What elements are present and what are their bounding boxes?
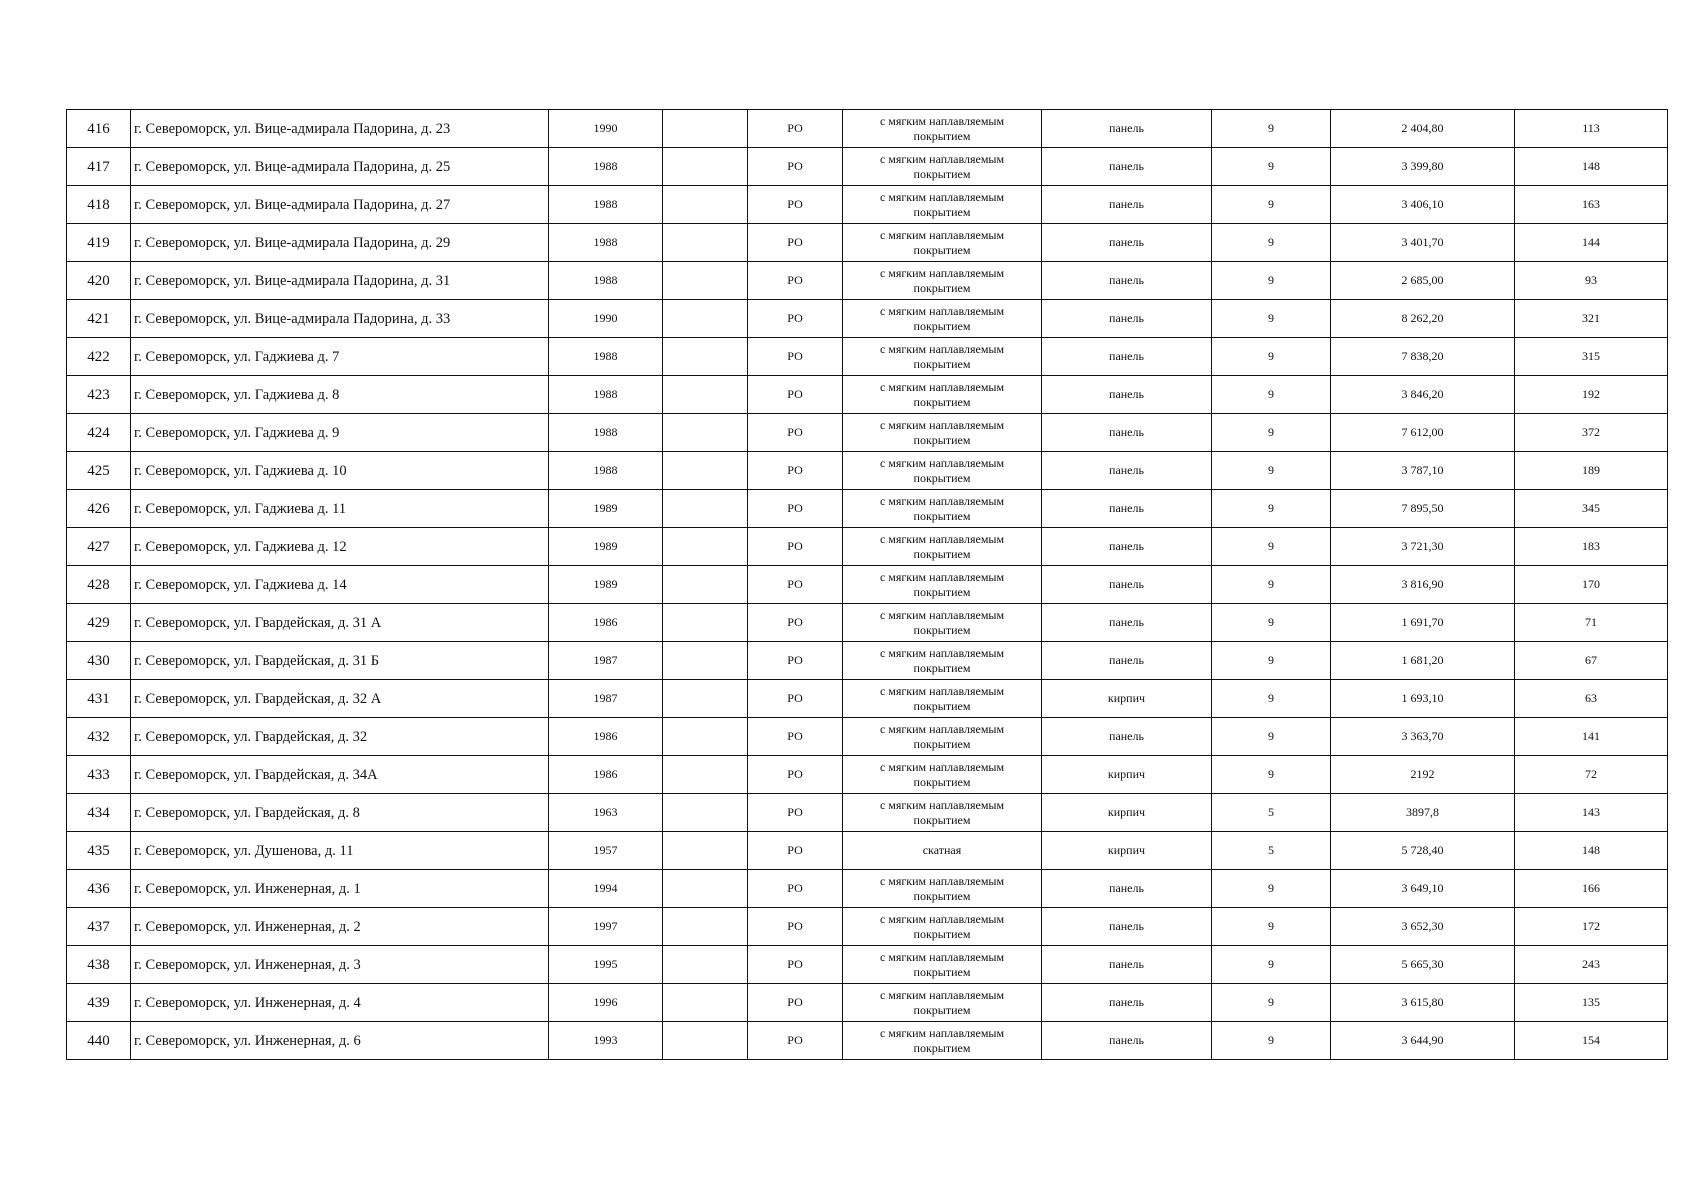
- cell-residents: 315: [1515, 338, 1668, 376]
- cell-floors: 9: [1212, 908, 1331, 946]
- cell-residents: 321: [1515, 300, 1668, 338]
- cell-fund-type: РО: [748, 984, 843, 1022]
- table-row: [67, 870, 1668, 908]
- cell-row-number: 422: [67, 338, 131, 376]
- cell-total-area: 7 838,20: [1331, 338, 1515, 376]
- cell-row-number: 425: [67, 452, 131, 490]
- cell-wall-material: панель: [1042, 148, 1212, 186]
- cell-wall-material: панель: [1042, 984, 1212, 1022]
- table-row: [67, 376, 1668, 414]
- cell-empty-column: [663, 452, 748, 490]
- cell-residents: 172: [1515, 908, 1668, 946]
- cell-address: г. Североморск, ул. Гвардейская, д. 31 А: [131, 604, 549, 642]
- table-row: [67, 604, 1668, 642]
- cell-empty-column: [663, 870, 748, 908]
- table-row: [67, 490, 1668, 528]
- cell-total-area: 3 652,30: [1331, 908, 1515, 946]
- cell-year-built: 1987: [549, 680, 663, 718]
- cell-empty-column: [663, 376, 748, 414]
- cell-floors: 9: [1212, 604, 1331, 642]
- table-body: [67, 110, 1668, 1060]
- table-row: [67, 680, 1668, 718]
- cell-roof-type: скатная: [843, 832, 1042, 870]
- cell-total-area: 3 649,10: [1331, 870, 1515, 908]
- table-row: [67, 756, 1668, 794]
- cell-fund-type: РО: [748, 870, 843, 908]
- cell-roof-type: с мягким наплавляемым покрытием: [843, 1022, 1042, 1060]
- cell-floors: 9: [1212, 262, 1331, 300]
- cell-row-number: 433: [67, 756, 131, 794]
- cell-total-area: 3 846,20: [1331, 376, 1515, 414]
- table-row: [67, 186, 1668, 224]
- cell-address: г. Североморск, ул. Гвардейская, д. 8: [131, 794, 549, 832]
- table-row: [67, 908, 1668, 946]
- cell-fund-type: РО: [748, 1022, 843, 1060]
- cell-year-built: 1963: [549, 794, 663, 832]
- cell-wall-material: кирпич: [1042, 832, 1212, 870]
- cell-empty-column: [663, 1022, 748, 1060]
- cell-year-built: 1988: [549, 452, 663, 490]
- cell-total-area: 5 665,30: [1331, 946, 1515, 984]
- cell-roof-type: с мягким наплавляемым покрытием: [843, 414, 1042, 452]
- cell-residents: 163: [1515, 186, 1668, 224]
- cell-residents: 71: [1515, 604, 1668, 642]
- cell-roof-type: с мягким наплавляемым покрытием: [843, 110, 1042, 148]
- cell-floors: 9: [1212, 186, 1331, 224]
- cell-roof-type: с мягким наплавляемым покрытием: [843, 642, 1042, 680]
- cell-roof-type: с мягким наплавляемым покрытием: [843, 870, 1042, 908]
- cell-address: г. Североморск, ул. Инженерная, д. 1: [131, 870, 549, 908]
- cell-address: г. Североморск, ул. Вице-адмирала Падорина, д. 27: [131, 186, 549, 224]
- cell-empty-column: [663, 490, 748, 528]
- cell-fund-type: РО: [748, 490, 843, 528]
- cell-fund-type: РО: [748, 946, 843, 984]
- cell-wall-material: панель: [1042, 946, 1212, 984]
- cell-roof-type: с мягким наплавляемым покрытием: [843, 376, 1042, 414]
- cell-row-number: 434: [67, 794, 131, 832]
- cell-row-number: 426: [67, 490, 131, 528]
- cell-floors: 9: [1212, 984, 1331, 1022]
- table-row: [67, 1022, 1668, 1060]
- cell-residents: 192: [1515, 376, 1668, 414]
- cell-total-area: 3 644,90: [1331, 1022, 1515, 1060]
- cell-floors: 9: [1212, 490, 1331, 528]
- cell-fund-type: РО: [748, 794, 843, 832]
- cell-year-built: 1996: [549, 984, 663, 1022]
- cell-residents: 72: [1515, 756, 1668, 794]
- cell-total-area: 3 363,70: [1331, 718, 1515, 756]
- cell-address: г. Североморск, ул. Гвардейская, д. 32 А: [131, 680, 549, 718]
- cell-year-built: 1988: [549, 186, 663, 224]
- cell-roof-type: с мягким наплавляемым покрытием: [843, 528, 1042, 566]
- cell-fund-type: РО: [748, 186, 843, 224]
- cell-row-number: 421: [67, 300, 131, 338]
- table-row: [67, 642, 1668, 680]
- cell-total-area: 3 615,80: [1331, 984, 1515, 1022]
- cell-total-area: 1 693,10: [1331, 680, 1515, 718]
- cell-row-number: 417: [67, 148, 131, 186]
- cell-row-number: 432: [67, 718, 131, 756]
- cell-roof-type: с мягким наплавляемым покрытием: [843, 680, 1042, 718]
- cell-fund-type: РО: [748, 414, 843, 452]
- cell-residents: 372: [1515, 414, 1668, 452]
- cell-residents: 148: [1515, 832, 1668, 870]
- cell-year-built: 1989: [549, 528, 663, 566]
- cell-fund-type: РО: [748, 908, 843, 946]
- cell-row-number: 416: [67, 110, 131, 148]
- cell-year-built: 1988: [549, 262, 663, 300]
- cell-roof-type: с мягким наплавляемым покрытием: [843, 756, 1042, 794]
- cell-floors: 9: [1212, 224, 1331, 262]
- table-row: [67, 262, 1668, 300]
- cell-address: г. Североморск, ул. Душенова, д. 11: [131, 832, 549, 870]
- cell-roof-type: с мягким наплавляемым покрытием: [843, 452, 1042, 490]
- cell-year-built: 1957: [549, 832, 663, 870]
- cell-floors: 9: [1212, 756, 1331, 794]
- cell-row-number: 439: [67, 984, 131, 1022]
- cell-fund-type: РО: [748, 452, 843, 490]
- cell-address: г. Североморск, ул. Вице-адмирала Падорина, д. 23: [131, 110, 549, 148]
- cell-residents: 113: [1515, 110, 1668, 148]
- cell-address: г. Североморск, ул. Гаджиева д. 7: [131, 338, 549, 376]
- table-row: [67, 452, 1668, 490]
- cell-floors: 5: [1212, 794, 1331, 832]
- cell-wall-material: панель: [1042, 224, 1212, 262]
- cell-roof-type: с мягким наплавляемым покрытием: [843, 186, 1042, 224]
- cell-fund-type: РО: [748, 376, 843, 414]
- cell-empty-column: [663, 300, 748, 338]
- cell-total-area: 3 401,70: [1331, 224, 1515, 262]
- cell-residents: 148: [1515, 148, 1668, 186]
- cell-residents: 143: [1515, 794, 1668, 832]
- cell-wall-material: панель: [1042, 186, 1212, 224]
- cell-empty-column: [663, 946, 748, 984]
- cell-floors: 9: [1212, 718, 1331, 756]
- cell-empty-column: [663, 528, 748, 566]
- cell-floors: 9: [1212, 1022, 1331, 1060]
- cell-wall-material: панель: [1042, 870, 1212, 908]
- cell-fund-type: РО: [748, 680, 843, 718]
- cell-roof-type: с мягким наплавляемым покрытием: [843, 794, 1042, 832]
- housing-registry-table: [66, 109, 1668, 1060]
- cell-year-built: 1995: [549, 946, 663, 984]
- cell-wall-material: панель: [1042, 376, 1212, 414]
- cell-year-built: 1989: [549, 566, 663, 604]
- cell-floors: 9: [1212, 870, 1331, 908]
- cell-row-number: 420: [67, 262, 131, 300]
- cell-roof-type: с мягким наплавляемым покрытием: [843, 262, 1042, 300]
- cell-row-number: 440: [67, 1022, 131, 1060]
- cell-year-built: 1988: [549, 338, 663, 376]
- table-row: [67, 110, 1668, 148]
- table-row: [67, 224, 1668, 262]
- cell-floors: 9: [1212, 680, 1331, 718]
- cell-year-built: 1994: [549, 870, 663, 908]
- cell-fund-type: РО: [748, 604, 843, 642]
- cell-year-built: 1990: [549, 300, 663, 338]
- cell-wall-material: панель: [1042, 110, 1212, 148]
- cell-year-built: 1986: [549, 756, 663, 794]
- cell-year-built: 1993: [549, 1022, 663, 1060]
- cell-row-number: 423: [67, 376, 131, 414]
- table-row: [67, 148, 1668, 186]
- cell-year-built: 1997: [549, 908, 663, 946]
- table-row: [67, 338, 1668, 376]
- cell-address: г. Североморск, ул. Гаджиева д. 10: [131, 452, 549, 490]
- cell-roof-type: с мягким наплавляемым покрытием: [843, 604, 1042, 642]
- table-row: [67, 718, 1668, 756]
- cell-residents: 144: [1515, 224, 1668, 262]
- cell-roof-type: с мягким наплавляемым покрытием: [843, 148, 1042, 186]
- cell-year-built: 1988: [549, 414, 663, 452]
- cell-empty-column: [663, 566, 748, 604]
- cell-empty-column: [663, 414, 748, 452]
- cell-floors: 9: [1212, 566, 1331, 604]
- cell-total-area: 5 728,40: [1331, 832, 1515, 870]
- cell-floors: 9: [1212, 376, 1331, 414]
- cell-floors: 9: [1212, 338, 1331, 376]
- cell-fund-type: РО: [748, 832, 843, 870]
- cell-wall-material: кирпич: [1042, 680, 1212, 718]
- cell-wall-material: панель: [1042, 642, 1212, 680]
- cell-empty-column: [663, 224, 748, 262]
- cell-empty-column: [663, 908, 748, 946]
- cell-floors: 5: [1212, 832, 1331, 870]
- cell-total-area: 3 399,80: [1331, 148, 1515, 186]
- cell-residents: 243: [1515, 946, 1668, 984]
- cell-floors: 9: [1212, 110, 1331, 148]
- cell-address: г. Североморск, ул. Гаджиева д. 12: [131, 528, 549, 566]
- cell-floors: 9: [1212, 414, 1331, 452]
- cell-total-area: 3 787,10: [1331, 452, 1515, 490]
- cell-row-number: 435: [67, 832, 131, 870]
- cell-total-area: 2 685,00: [1331, 262, 1515, 300]
- cell-residents: 345: [1515, 490, 1668, 528]
- cell-wall-material: панель: [1042, 718, 1212, 756]
- cell-empty-column: [663, 794, 748, 832]
- cell-address: г. Североморск, ул. Вице-адмирала Падорина, д. 25: [131, 148, 549, 186]
- cell-residents: 189: [1515, 452, 1668, 490]
- cell-floors: 9: [1212, 452, 1331, 490]
- table-row: [67, 794, 1668, 832]
- cell-total-area: 1 681,20: [1331, 642, 1515, 680]
- cell-year-built: 1989: [549, 490, 663, 528]
- table-row: [67, 566, 1668, 604]
- cell-empty-column: [663, 148, 748, 186]
- cell-row-number: 438: [67, 946, 131, 984]
- cell-empty-column: [663, 604, 748, 642]
- cell-wall-material: панель: [1042, 414, 1212, 452]
- cell-wall-material: панель: [1042, 490, 1212, 528]
- cell-residents: 93: [1515, 262, 1668, 300]
- cell-roof-type: с мягким наплавляемым покрытием: [843, 490, 1042, 528]
- cell-row-number: 429: [67, 604, 131, 642]
- table-row: [67, 414, 1668, 452]
- cell-address: г. Североморск, ул. Гвардейская, д. 31 Б: [131, 642, 549, 680]
- cell-address: г. Североморск, ул. Инженерная, д. 3: [131, 946, 549, 984]
- cell-address: г. Североморск, ул. Вице-адмирала Падорина, д. 33: [131, 300, 549, 338]
- cell-floors: 9: [1212, 642, 1331, 680]
- table-row: [67, 528, 1668, 566]
- cell-address: г. Североморск, ул. Инженерная, д. 2: [131, 908, 549, 946]
- cell-residents: 170: [1515, 566, 1668, 604]
- cell-address: г. Североморск, ул. Гвардейская, д. 32: [131, 718, 549, 756]
- cell-wall-material: панель: [1042, 566, 1212, 604]
- cell-row-number: 437: [67, 908, 131, 946]
- cell-total-area: 8 262,20: [1331, 300, 1515, 338]
- cell-year-built: 1990: [549, 110, 663, 148]
- cell-address: г. Североморск, ул. Гаджиева д. 8: [131, 376, 549, 414]
- cell-address: г. Североморск, ул. Инженерная, д. 6: [131, 1022, 549, 1060]
- table-row: [67, 946, 1668, 984]
- cell-floors: 9: [1212, 528, 1331, 566]
- cell-wall-material: панель: [1042, 300, 1212, 338]
- cell-fund-type: РО: [748, 718, 843, 756]
- cell-wall-material: панель: [1042, 908, 1212, 946]
- cell-fund-type: РО: [748, 528, 843, 566]
- cell-empty-column: [663, 186, 748, 224]
- cell-address: г. Североморск, ул. Гаджиева д. 14: [131, 566, 549, 604]
- cell-empty-column: [663, 262, 748, 300]
- cell-address: г. Североморск, ул. Вице-адмирала Падорина, д. 31: [131, 262, 549, 300]
- cell-total-area: 3 721,30: [1331, 528, 1515, 566]
- cell-residents: 183: [1515, 528, 1668, 566]
- cell-floors: 9: [1212, 148, 1331, 186]
- cell-empty-column: [663, 718, 748, 756]
- cell-total-area: 7 895,50: [1331, 490, 1515, 528]
- cell-year-built: 1986: [549, 604, 663, 642]
- cell-roof-type: с мягким наплавляемым покрытием: [843, 984, 1042, 1022]
- cell-residents: 67: [1515, 642, 1668, 680]
- cell-empty-column: [663, 984, 748, 1022]
- cell-fund-type: РО: [748, 642, 843, 680]
- cell-floors: 9: [1212, 946, 1331, 984]
- cell-fund-type: РО: [748, 300, 843, 338]
- cell-empty-column: [663, 680, 748, 718]
- cell-row-number: 418: [67, 186, 131, 224]
- cell-roof-type: с мягким наплавляемым покрытием: [843, 338, 1042, 376]
- cell-roof-type: с мягким наплавляемым покрытием: [843, 946, 1042, 984]
- cell-residents: 141: [1515, 718, 1668, 756]
- cell-row-number: 419: [67, 224, 131, 262]
- cell-fund-type: РО: [748, 110, 843, 148]
- cell-address: г. Североморск, ул. Инженерная, д. 4: [131, 984, 549, 1022]
- cell-wall-material: панель: [1042, 528, 1212, 566]
- cell-fund-type: РО: [748, 148, 843, 186]
- cell-roof-type: с мягким наплавляемым покрытием: [843, 566, 1042, 604]
- table-row: [67, 984, 1668, 1022]
- cell-total-area: 3 816,90: [1331, 566, 1515, 604]
- cell-empty-column: [663, 756, 748, 794]
- cell-fund-type: РО: [748, 224, 843, 262]
- cell-row-number: 424: [67, 414, 131, 452]
- cell-total-area: 2192: [1331, 756, 1515, 794]
- cell-wall-material: кирпич: [1042, 756, 1212, 794]
- cell-roof-type: с мягким наплавляемым покрытием: [843, 224, 1042, 262]
- cell-fund-type: РО: [748, 262, 843, 300]
- cell-residents: 63: [1515, 680, 1668, 718]
- cell-empty-column: [663, 338, 748, 376]
- cell-total-area: 3 406,10: [1331, 186, 1515, 224]
- cell-year-built: 1988: [549, 224, 663, 262]
- cell-row-number: 430: [67, 642, 131, 680]
- cell-total-area: 3897,8: [1331, 794, 1515, 832]
- cell-wall-material: панель: [1042, 452, 1212, 490]
- cell-fund-type: РО: [748, 566, 843, 604]
- cell-total-area: 2 404,80: [1331, 110, 1515, 148]
- cell-residents: 166: [1515, 870, 1668, 908]
- cell-floors: 9: [1212, 300, 1331, 338]
- cell-address: г. Североморск, ул. Вице-адмирала Падорина, д. 29: [131, 224, 549, 262]
- cell-fund-type: РО: [748, 338, 843, 376]
- cell-residents: 154: [1515, 1022, 1668, 1060]
- cell-address: г. Североморск, ул. Гаджиева д. 11: [131, 490, 549, 528]
- cell-roof-type: с мягким наплавляемым покрытием: [843, 300, 1042, 338]
- cell-row-number: 436: [67, 870, 131, 908]
- cell-wall-material: панель: [1042, 262, 1212, 300]
- cell-wall-material: панель: [1042, 338, 1212, 376]
- cell-total-area: 1 691,70: [1331, 604, 1515, 642]
- cell-row-number: 428: [67, 566, 131, 604]
- cell-empty-column: [663, 642, 748, 680]
- cell-wall-material: панель: [1042, 1022, 1212, 1060]
- table-row: [67, 300, 1668, 338]
- cell-roof-type: с мягким наплавляемым покрытием: [843, 718, 1042, 756]
- cell-row-number: 427: [67, 528, 131, 566]
- cell-wall-material: панель: [1042, 604, 1212, 642]
- cell-year-built: 1988: [549, 148, 663, 186]
- cell-year-built: 1986: [549, 718, 663, 756]
- cell-roof-type: с мягким наплавляемым покрытием: [843, 908, 1042, 946]
- cell-address: г. Североморск, ул. Гаджиева д. 9: [131, 414, 549, 452]
- cell-row-number: 431: [67, 680, 131, 718]
- cell-fund-type: РО: [748, 756, 843, 794]
- cell-wall-material: кирпич: [1042, 794, 1212, 832]
- table-row: [67, 832, 1668, 870]
- cell-year-built: 1987: [549, 642, 663, 680]
- cell-empty-column: [663, 832, 748, 870]
- cell-empty-column: [663, 110, 748, 148]
- cell-residents: 135: [1515, 984, 1668, 1022]
- cell-address: г. Североморск, ул. Гвардейская, д. 34А: [131, 756, 549, 794]
- cell-year-built: 1988: [549, 376, 663, 414]
- cell-total-area: 7 612,00: [1331, 414, 1515, 452]
